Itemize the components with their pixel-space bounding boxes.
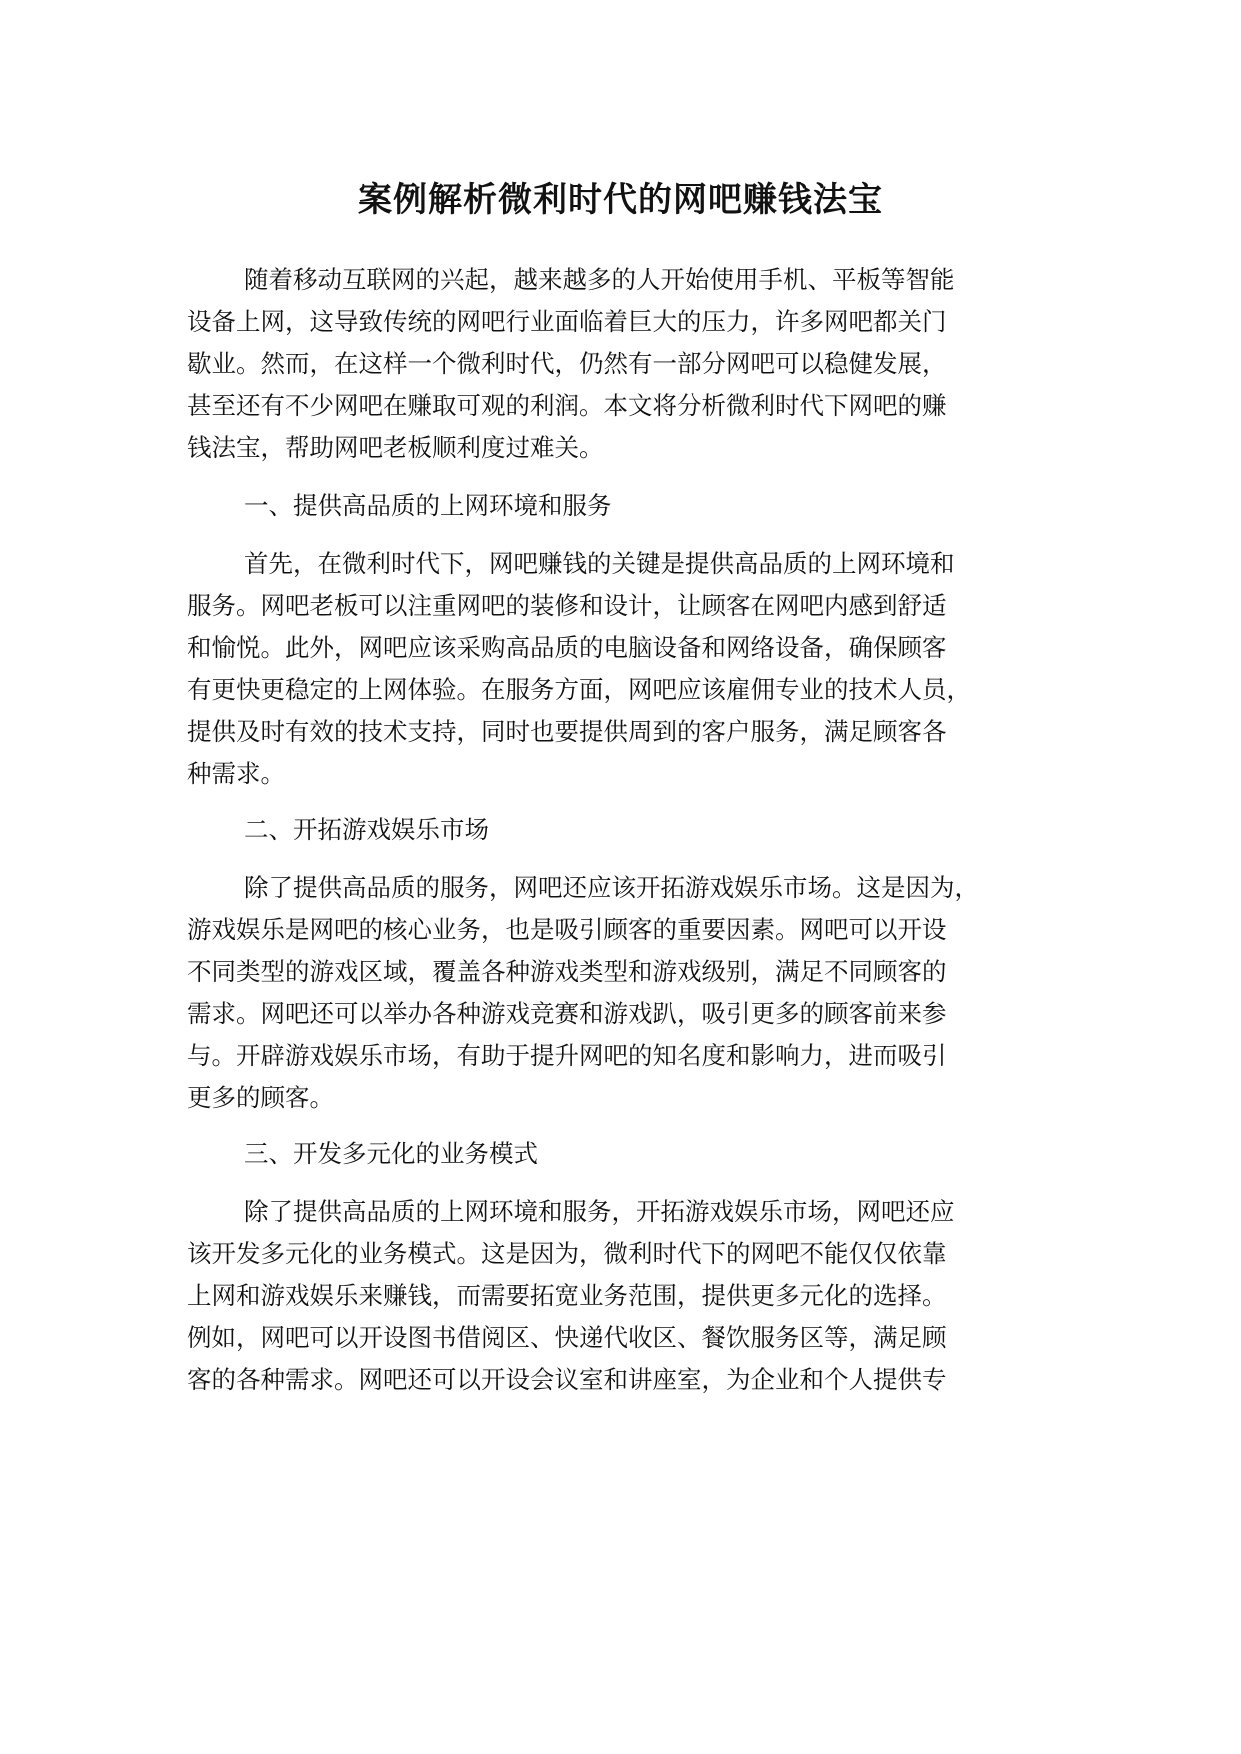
paragraph-line: 例如，网吧可以开设图书借阅区、快递代收区、餐饮服务区等，满足顾: [187, 1323, 947, 1352]
paragraph-line: 甚至还有不少网吧在赚取可观的利润。本文将分析微利时代下网吧的赚: [187, 391, 947, 420]
paragraph-line: 歇业。然而，在这样一个微利时代，仍然有一部分网吧可以稳健发展，: [187, 349, 947, 378]
paragraph-line: 种需求。: [187, 759, 285, 788]
paragraph-line: 随着移动互联网的兴起，越来越多的人开始使用手机、平板等智能: [244, 265, 955, 294]
paragraph-line: 设备上网，这导致传统的网吧行业面临着巨大的压力，许多网吧都关门: [187, 307, 947, 336]
paragraph-line: 不同类型的游戏区域，覆盖各种游戏类型和游戏级别，满足不同顾客的: [187, 957, 947, 986]
paragraph-line: 有更快更稳定的上网体验。在服务方面，网吧应该雇佣专业的技术人员，: [187, 675, 971, 704]
section-heading: 二、开拓游戏娱乐市场: [244, 815, 489, 844]
document-title: 案例解析微利时代的网吧赚钱法宝: [358, 180, 883, 220]
paragraph-line: 服务。网吧老板可以注重网吧的装修和设计，让顾客在网吧内感到舒适: [187, 591, 947, 620]
paragraph-line: 需求。网吧还可以举办各种游戏竞赛和游戏趴，吸引更多的顾客前来参: [187, 999, 947, 1028]
paragraph-line: 和愉悦。此外，网吧应该采购高品质的电脑设备和网络设备，确保顾客: [187, 633, 947, 662]
paragraph-line: 首先，在微利时代下，网吧赚钱的关键是提供高品质的上网环境和: [244, 549, 955, 578]
paragraph-line: 除了提供高品质的服务，网吧还应该开拓游戏娱乐市场。这是因为，: [244, 873, 979, 902]
paragraph-line: 上网和游戏娱乐来赚钱，而需要拓宽业务范围，提供更多元化的选择。: [187, 1281, 947, 1310]
paragraph-line: 客的各种需求。网吧还可以开设会议室和讲座室，为企业和个人提供专: [187, 1365, 947, 1394]
paragraph-line: 除了提供高品质的上网环境和服务，开拓游戏娱乐市场，网吧还应: [244, 1197, 955, 1226]
section-heading: 一、提供高品质的上网环境和服务: [244, 491, 612, 520]
paragraph-line: 与。开辟游戏娱乐市场，有助于提升网吧的知名度和影响力，进而吸引: [187, 1041, 947, 1070]
section-heading: 三、开发多元化的业务模式: [244, 1139, 538, 1168]
paragraph-line: 钱法宝，帮助网吧老板顺利度过难关。: [187, 433, 604, 462]
paragraph-line: 该开发多元化的业务模式。这是因为，微利时代下的网吧不能仅仅依靠: [187, 1239, 947, 1268]
paragraph-line: 游戏娱乐是网吧的核心业务，也是吸引顾客的重要因素。网吧可以开设: [187, 915, 947, 944]
paragraph-line: 更多的顾客。: [187, 1083, 334, 1112]
paragraph-line: 提供及时有效的技术支持，同时也要提供周到的客户服务，满足顾客各: [187, 717, 947, 746]
